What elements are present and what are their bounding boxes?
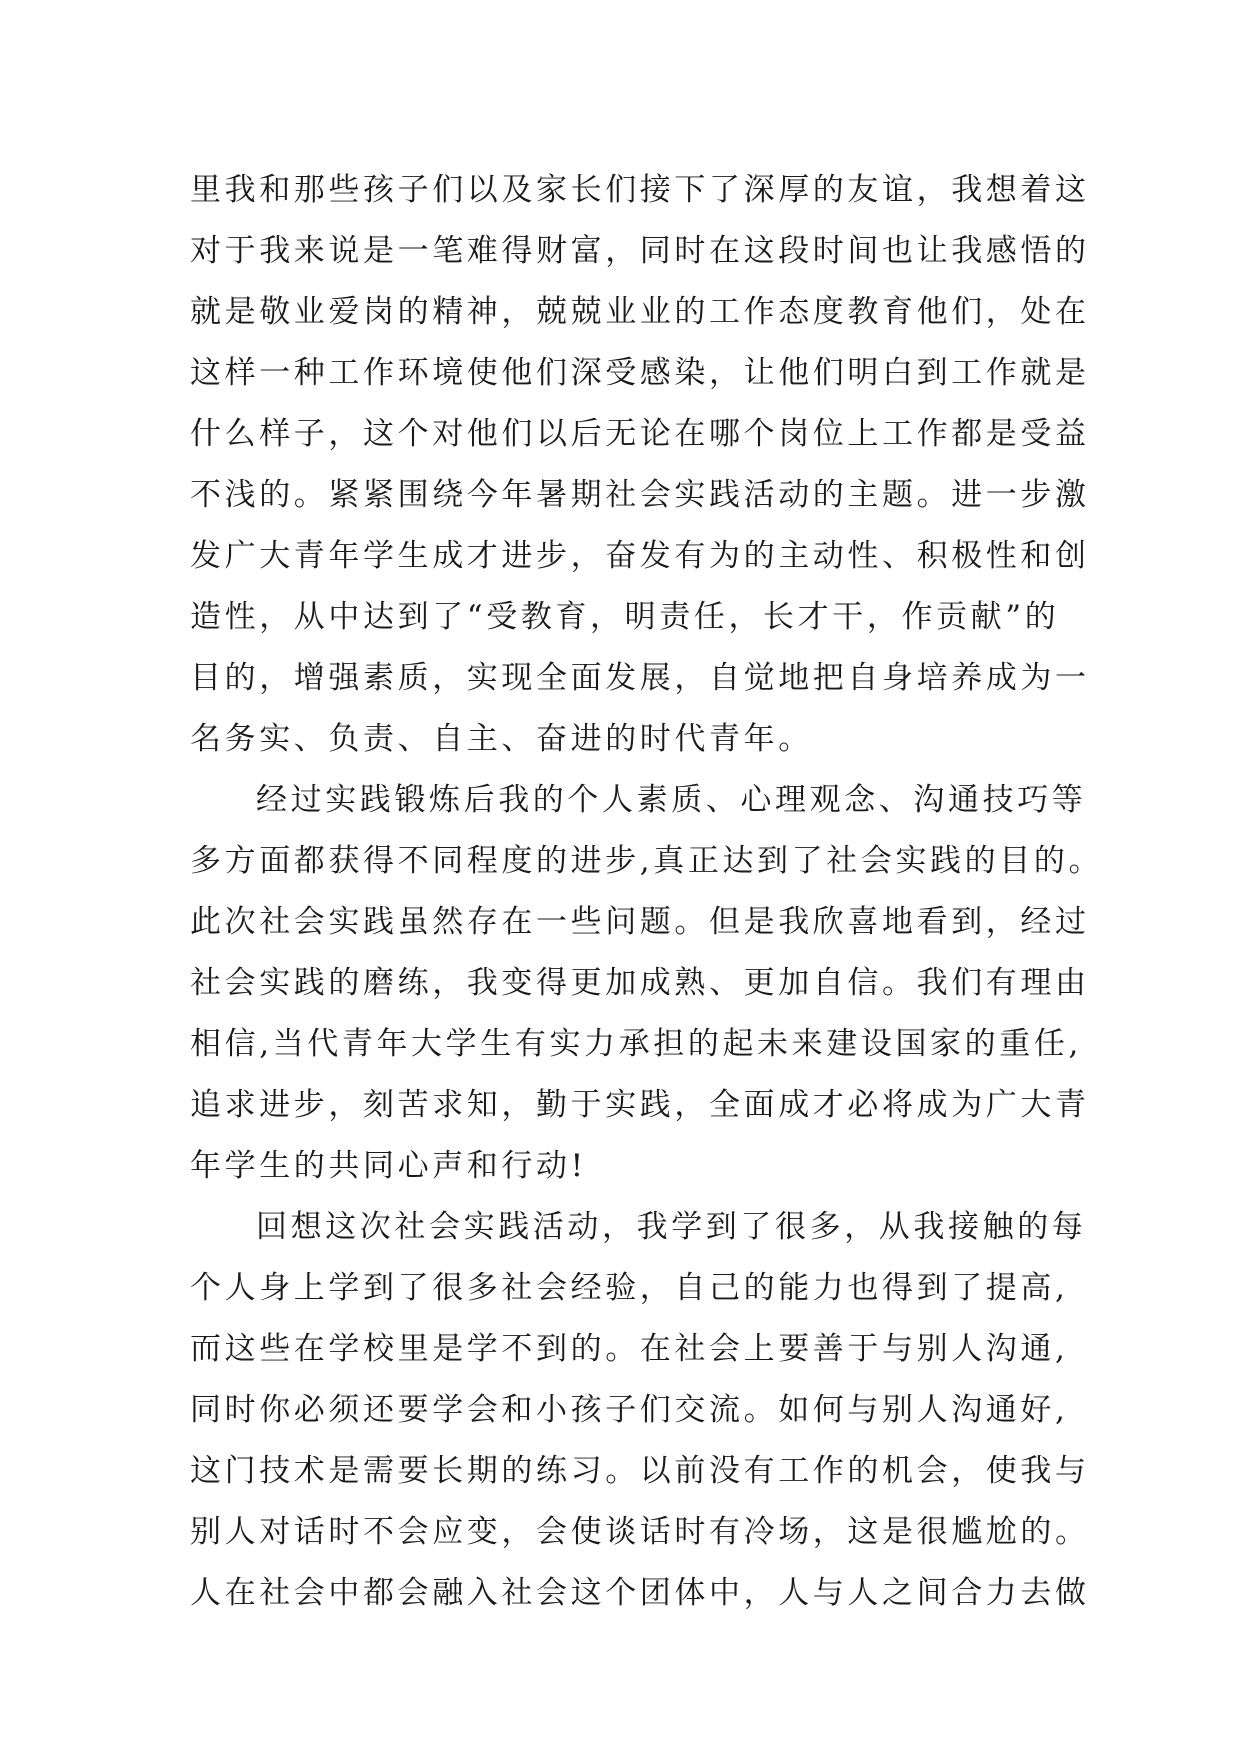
text-line: 里我和那些孩子们以及家长们接下了深厚的友谊，我想着这 <box>190 172 1090 208</box>
text-line: 社会实践的磨练，我变得更加成熟、更加自信。我们有理由 <box>190 965 1090 1001</box>
text-line: 此次社会实践虽然存在一些问题。但是我欣喜地看到，经过 <box>190 904 1090 940</box>
text-line: 个人身上学到了很多社会经验，自己的能力也得到了提高, <box>190 1270 1069 1306</box>
text-line: 追求进步，刻苦求知，勤于实践，全面成才必将成为广大青 <box>190 1087 1090 1123</box>
text-line: 多方面都获得不同程度的进步,真正达到了社会实践的目的。 <box>190 843 1104 879</box>
text-line: 发广大青年学生成才进步，奋发有为的主动性、积极性和创 <box>190 538 1090 574</box>
text-line: 就是敬业爱岗的精神，兢兢业业的工作态度教育他们，处在 <box>190 294 1090 330</box>
text-line: 对于我来说是一笔难得财富，同时在这段时间也让我感悟的 <box>190 233 1090 269</box>
paragraph-start-line: 经过实践锻炼后我的个人素质、心理观念、沟通技巧等 <box>256 782 1087 818</box>
text-line: 什么样子，这个对他们以后无论在哪个岗位上工作都是受益 <box>190 416 1090 452</box>
text-line: 目的，增强素质，实现全面发展，自觉地把自身培养成为一 <box>190 660 1090 696</box>
text-line: 这样一种工作环境使他们深受感染，让他们明白到工作就是 <box>190 355 1090 391</box>
text-line: 同时你必须还要学会和小孩子们交流。如何与别人沟通好, <box>190 1392 1069 1428</box>
body-text <box>190 160 1104 1624</box>
text-line: 而这些在学校里是学不到的。在社会上要善于与别人沟通, <box>190 1331 1069 1367</box>
text-line: 造性，从中达到了“受教育，明责任，长才干，作贡献”的 <box>190 599 1060 635</box>
text-line: 这门技术是需要长期的练习。以前没有工作的机会，使我与 <box>190 1453 1090 1489</box>
text-line: 相信,当代青年大学生有实力承担的起未来建设国家的重任, <box>190 1026 1082 1062</box>
text-line: 年学生的共同心声和行动! <box>190 1148 587 1184</box>
text-line: 名务实、负责、自主、奋进的时代青年。 <box>190 721 813 757</box>
text-line: 不浅的。紧紧围绕今年暑期社会实践活动的主题。进一步激 <box>190 477 1090 513</box>
text-line: 人在社会中都会融入社会这个团体中，人与人之间合力去做 <box>190 1575 1090 1611</box>
paragraph-start-line: 回想这次社会实践活动，我学到了很多，从我接触的每 <box>256 1209 1087 1245</box>
text-line: 别人对话时不会应变，会使谈话时有冷场，这是很尴尬的。 <box>190 1514 1090 1550</box>
